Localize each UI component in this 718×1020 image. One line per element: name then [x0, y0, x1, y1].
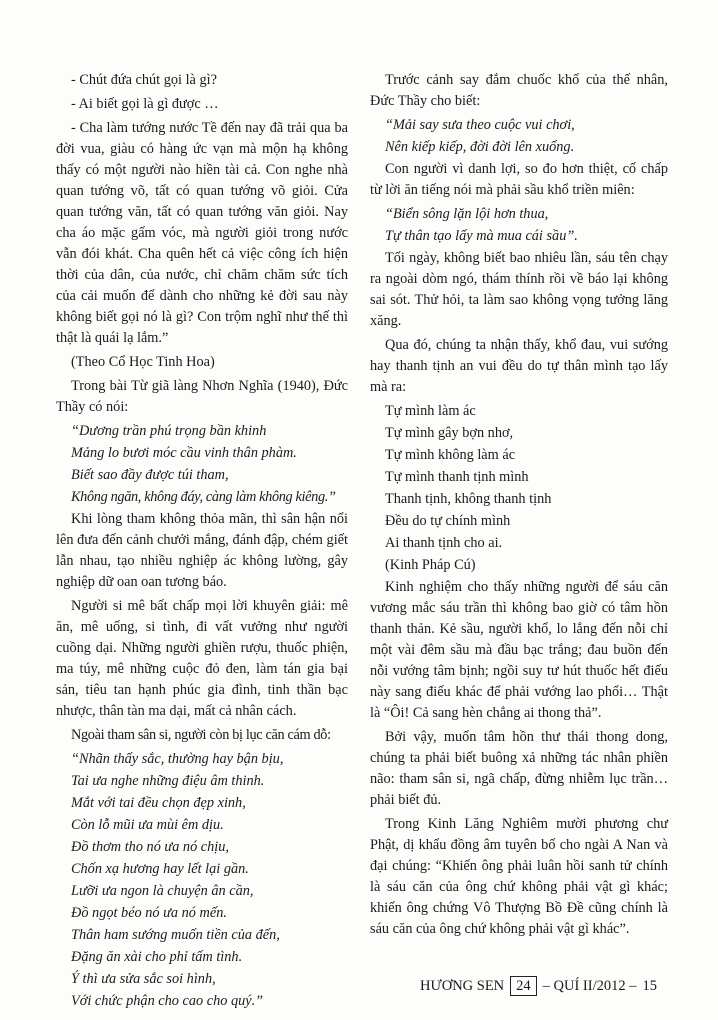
paragraph: Trước cảnh say đắm chuốc khổ của thế nhân, Đức Thầy cho biết: [370, 72, 668, 109]
paragraph: (Theo Cổ Học Tinh Hoa) [71, 354, 215, 370]
paragraph: Tự mình làm ác [385, 403, 476, 419]
verse-line: Với chức phận cho cao cho quý.” [71, 993, 264, 1009]
paragraph: Tự mình thanh tịnh mình [385, 469, 529, 485]
verse-line: “Mải say sưa theo cuộc vui chơi, [385, 117, 575, 133]
page-number: 15 [642, 977, 657, 994]
page-footer [420, 976, 690, 996]
paragraph: Tự mình gây bợn nhơ, [385, 425, 514, 441]
left-column [56, 70, 348, 1013]
verse-line: Mắt với tai đều chọn đẹp xinh, [71, 795, 246, 811]
verse-line: “Nhãn thấy sắc, thường hay bận bịu, [71, 751, 284, 767]
paragraph: (Kinh Pháp Cú) [385, 557, 476, 573]
right-column [370, 70, 668, 943]
verse-line: Đặng ăn xài cho phỉ tấm tình. [71, 949, 243, 965]
issue-number: 24 [510, 976, 537, 996]
paragraph: Tối ngày, không biết bao nhiêu lần, sáu tên chạy ra ngoài dòm ngó, thám thính rồi về báo lại không sai sót. Thử hỏi, ta làm sao không vọng tưởng lăng xăng. [370, 250, 668, 329]
verse-line: Đồ ngọt béo nó ưa nó mến. [71, 905, 227, 921]
verse-line: Đồ thơm tho nó ưa nó chịu, [71, 839, 229, 855]
paragraph: - Ai biết gọi là gì được … [71, 96, 219, 112]
paragraph: Đều do tự chính mình [385, 513, 511, 529]
paragraph: Ngoài tham sân si, người còn bị lục căn cám dỗ: [71, 727, 331, 743]
quarter-label: – QUÍ II/2012 – [542, 977, 637, 994]
verse-line: Còn lỗ mũi ưa mùi êm dịu. [71, 817, 224, 833]
paragraph: Thanh tịnh, không thanh tịnh [385, 491, 552, 507]
paragraph: Trong Kinh Lăng Nghiêm mười phương chư Phật, dị khẩu đồng âm tuyên bố cho ngài A Nan và đại chúng: “Khiến ông phải luân hồi sanh tử chính là sáu căn của ông chứ không phải vật gì khác; khiến ông chứng Vô Thượng Bồ Đề cũng chính là sáu căn của ông chứ không phải vật gì khác”. [370, 816, 668, 937]
verse-line: Ý thì ưa sửa sắc soi hình, [71, 971, 216, 987]
paragraph: - Chút đứa chút gọi là gì? [71, 72, 217, 88]
verse-line: Tự thân tạo lấy mà mua cái sầu”. [385, 228, 578, 244]
verse-line: Nên kiếp kiếp, đời đời lên xuống. [385, 139, 575, 155]
paragraph: Con người vì danh lợi, so đo hơn thiệt, cố chấp từ lời ăn tiếng nói mà phải sầu khổ triền miên: [370, 161, 668, 198]
verse-line: “Dương trần phú trọng bần khinh [71, 423, 267, 439]
verse-line: Chốn xạ hương hay lết lại gần. [71, 861, 249, 877]
paragraph: Qua đó, chúng ta nhận thấy, khổ đau, vui sướng hay thanh tịnh an vui đều do tự thân mình tạo lấy mà ra: [370, 337, 668, 395]
verse-line: Thân ham sướng muốn tiền của đến, [71, 927, 280, 943]
verse-line: Mảng lo bươi móc cầu vinh thân phàm. [71, 445, 297, 461]
verse-line: Không ngăn, không đáy, càng làm không kiêng.” [71, 489, 336, 505]
paragraph: Khi lòng tham không thỏa mãn, thì sân hận nổi lên đưa đến cảnh chưởi mắng, đánh đập, chém giết lẫn nhau, tạo nhiều nghiệp ác không lường, gây nghiệp dữ oan oan tương báo. [56, 511, 348, 590]
paragraph: - Cha làm tướng nước Tề đến nay đã trải qua ba đời vua, giàu có hàng ức vạn mà mộn hạ không thấy có một người nào hiền tài cả. Con nghe nhà quan tướng võ, tất có quan tướng võ giỏi. Cửa quan tướng văn, tất có quan tướng văn giỏi. Nay cha áo mặc gấm vóc, mà người giỏi trong nước vẫn đói khát. Cha quên hết cả việc công ích hiện thời của dân, của nước, chỉ chăm chăm sức tích của cải muốn để dành cho những kẻ đời sau này không biết gọi nó là gì? Con trộm nghĩ như thế thì thật là quái lạ lắm.” [56, 120, 348, 346]
magazine-name: HƯƠNG SEN [420, 977, 505, 994]
verse-line: Lưỡi ưa ngon là chuyện ân cần, [71, 883, 254, 899]
paragraph: Kinh nghiệm cho thấy những người để sáu căn vương mắc sáu trần thì không bao giờ có tâm hồn thanh thản. Kẻ sầu, người khổ, lo lắng đến nỗi chỉ một vài đêm sầu mà đầu bạc trắng; đau buồn đến nỗi vướng tâm bịnh; ngồi suy tư hút thuốc hết điếu này sang điếu khác để phải vướng lao phổi… Thật là “Ôi! Cả sang hèn chẳng ai thong thả”. [370, 579, 668, 721]
verse-line: “Biển sông lặn lội hơn thua, [385, 206, 549, 222]
paragraph: Ai thanh tịnh cho ai. [385, 535, 503, 551]
paragraph: Bởi vậy, muốn tâm hồn thư thái thong dong, chúng ta phải biết buông xả những tác nhân phiền não: tham sân si, ngã chấp, đừng nhiễm lục trần… phải biết đủ. [370, 729, 668, 808]
paragraph: Tự mình không làm ác [385, 447, 516, 463]
verse-line: Tai ưa nghe những điệu âm thinh. [71, 773, 265, 789]
paragraph: Người si mê bất chấp mọi lời khuyên giải: mê ăn, mê uống, si tình, đi vất vưởng như người cuồng dại. Những người ghiền rượu, thuốc phiện, ma túy, mê những cuộc đỏ đen, làm tán gia bại sản, tiêu tan hạnh phúc gia đình, tinh thần bạc nhược, thân tàn ma dại, mất cả nhân cách. [56, 598, 348, 719]
paragraph: Trong bài Từ giã làng Nhơn Nghĩa (1940), Đức Thầy có nói: [56, 378, 348, 415]
verse-line: Biết sao đầy được túi tham, [71, 467, 229, 483]
